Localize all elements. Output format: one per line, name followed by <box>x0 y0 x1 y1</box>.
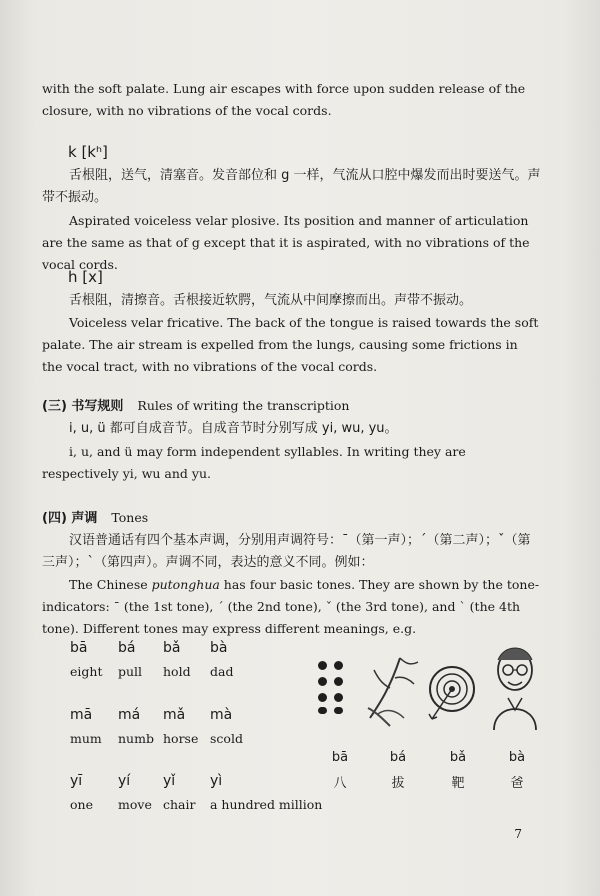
tone-pinyin: bà <box>210 640 228 656</box>
section-4-english-1: The Chinese <box>69 577 152 592</box>
tone-meaning: horse <box>163 731 199 746</box>
tone-pinyin: yī <box>70 773 83 789</box>
target-illustration <box>426 663 478 727</box>
tone-pinyin: bá <box>118 640 136 656</box>
pulling-plant-illustration <box>360 648 422 730</box>
tone-meaning: one <box>70 797 93 812</box>
section-3-english: i, u, and ü may form independent syllables. In writing they are respectively yi, wu and yu. <box>42 444 466 481</box>
section-3-title-cn: (三) 书写规则 <box>42 399 124 414</box>
tone-pinyin: mǎ <box>163 707 186 723</box>
section-3-chinese: i, u, ü 都可自成音节。自成音节时分别写成 yi, wu, yu。 <box>69 421 398 436</box>
section-4-english-italic: putonghua <box>151 577 220 592</box>
tone-meaning: mum <box>70 731 102 746</box>
phoneme-k-english: Aspirated voiceless velar plosive. Its position and manner of articulation are the same as that of g except that it is aspirated, with no vibrations of the vocal cords. <box>42 213 530 272</box>
section-4-english <box>42 574 542 640</box>
tone-meaning: pull <box>118 664 143 679</box>
section-4-title-en: Tones <box>111 510 149 525</box>
tone-meaning: eight <box>70 664 103 679</box>
page-number: 7 <box>514 827 522 841</box>
section-4-heading <box>42 507 542 530</box>
illustration-character: 八 <box>333 776 347 791</box>
tone-pinyin: yǐ <box>163 773 176 789</box>
section-4-title-cn: (四) 声调 <box>42 511 98 526</box>
tone-meaning: move <box>118 797 152 812</box>
tone-meaning: numb <box>118 731 154 746</box>
eight-dots-illustration <box>312 655 362 715</box>
illustration-pinyin: bà <box>508 750 526 765</box>
illustration-pinyin: bā <box>331 750 349 765</box>
illustration-pinyin: bǎ <box>449 750 467 765</box>
tone-meaning: dad <box>210 664 234 679</box>
tone-pinyin: yì <box>210 773 223 789</box>
section-3-title-en: Rules of writing the transcription <box>137 398 350 413</box>
phoneme-k-heading: k [kʰ] <box>68 143 108 161</box>
illustration-pinyin: bá <box>389 750 407 765</box>
section-4-english-2: has four basic tones. They are shown by the tone-indicators: ˉ (the 1st tone), ˊ (the 2nd tone), ˇ (the 3rd tone), and ˋ (the 4th tone). Different tones may express different meanings, e.g. <box>42 577 540 636</box>
section-4-chinese: 汉语普通话有四个基本声调，分别用声调符号：ˉ（第一声）；ˊ（第二声）；ˇ（第三声）；ˋ（第四声）。声调不同，表达的意义不同。例如： <box>42 533 531 570</box>
tone-pinyin: má <box>118 707 141 723</box>
tone-meaning: hold <box>163 664 191 679</box>
paragraph-intro: with the soft palate. Lung air escapes with force upon sudden release of the closure, with no vibrations of the vocal cords. <box>42 81 526 118</box>
phoneme-h-chinese: 舌根阻，清擦音。舌根接近软腭，气流从中间摩擦而出。声带不振动。 <box>69 293 473 308</box>
phoneme-h-english: Voiceless velar fricative. The back of the tongue is raised towards the soft palate. The air stream is expelled from the lungs, causing some frictions in the vocal tract, with no vibrations of the vocal cords. <box>42 315 539 374</box>
father-illustration <box>486 640 544 732</box>
tone-pinyin: bǎ <box>163 640 181 656</box>
section-3-heading <box>42 395 542 418</box>
tone-meaning: chair <box>163 797 196 812</box>
tone-pinyin: mā <box>70 707 93 723</box>
tone-pinyin: mà <box>210 707 233 723</box>
illustration-character: 拔 <box>391 776 405 791</box>
phoneme-h-heading: h [x] <box>68 268 103 286</box>
tone-pinyin: yí <box>118 773 131 789</box>
tone-meaning: scold <box>210 731 243 746</box>
illustration-character: 爸 <box>510 776 524 791</box>
tone-meaning: a hundred million <box>210 797 323 812</box>
illustration-character: 靶 <box>451 776 465 791</box>
phoneme-k-chinese: 舌根阻，送气，清塞音。发音部位和 g 一样，气流从口腔中爆发而出时要送气。声带不振动。 <box>42 168 541 205</box>
tone-pinyin: bā <box>70 640 88 656</box>
